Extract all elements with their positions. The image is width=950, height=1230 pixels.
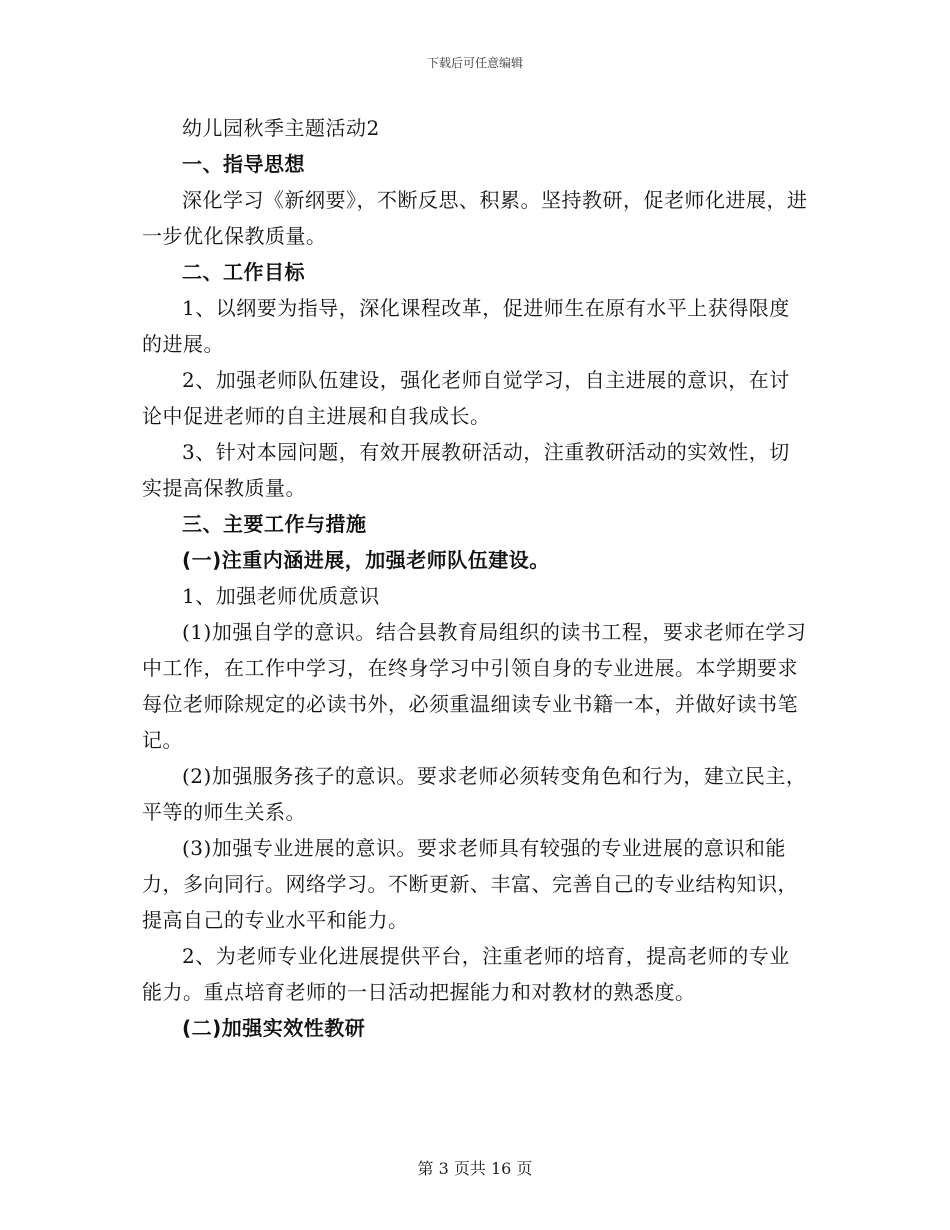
paragraph: 2、加强老师队伍建设，强化老师自觉学习，自主进展的意识，在讨论中促进老师的自主进展和自我成长。 (142, 368, 790, 428)
section-heading-3: 三、主要工作与措施 (182, 512, 367, 536)
section-heading-1: 一、指导思想 (182, 152, 305, 176)
section-heading-2: 二、工作目标 (182, 260, 305, 284)
page-footer: 第 3 页共 16 页 (417, 1159, 533, 1178)
doc-title: 幼儿园秋季主题活动2 (182, 116, 380, 140)
subsection-heading-2: (二)加强实效性教研 (182, 1016, 366, 1040)
document-body (142, 110, 808, 1046)
paragraph: (3)加强专业进展的意识。要求老师具有较强的专业进展的意识和能力，多向同行。网络学习。不断更新、丰富、完善自己的专业结构知识，提高自己的专业水平和能力。 (142, 836, 798, 932)
paragraph: 2、为老师专业化进展提供平台，注重老师的培育，提高老师的专业能力。重点培育老师的一日活动把握能力和对教材的熟悉度。 (142, 944, 790, 1004)
paragraph: 深化学习《新纲要》，不断反思、积累。坚持教研，促老师化进展，进一步优化保教质量。 (142, 188, 808, 248)
paragraph: 1、以纲要为指导，深化课程改革，促进师生在原有水平上获得限度的进展。 (142, 296, 790, 356)
paragraph: (2)加强服务孩子的意识。要求老师必须转变角色和行为，建立民主，平等的师生关系。 (142, 764, 807, 824)
paragraph: 1、加强老师优质意识 (182, 584, 380, 608)
paragraph: (1)加强自学的意识。结合县教育局组织的读书工程，要求老师在学习中工作，在工作中学习，在终身学习中引领自身的专业进展。本学期要求每位老师除规定的必读书外，必须重温细读专业书籍一本，并做好读书笔记。 (142, 620, 807, 752)
subsection-heading-1: (一)注重内涵进展，加强老师队伍建设。 (182, 548, 550, 572)
page-header: 下载后可任意编辑 (426, 56, 523, 70)
paragraph: 3、针对本园问题，有效开展教研活动，注重教研活动的实效性，切实提高保教质量。 (142, 440, 790, 500)
